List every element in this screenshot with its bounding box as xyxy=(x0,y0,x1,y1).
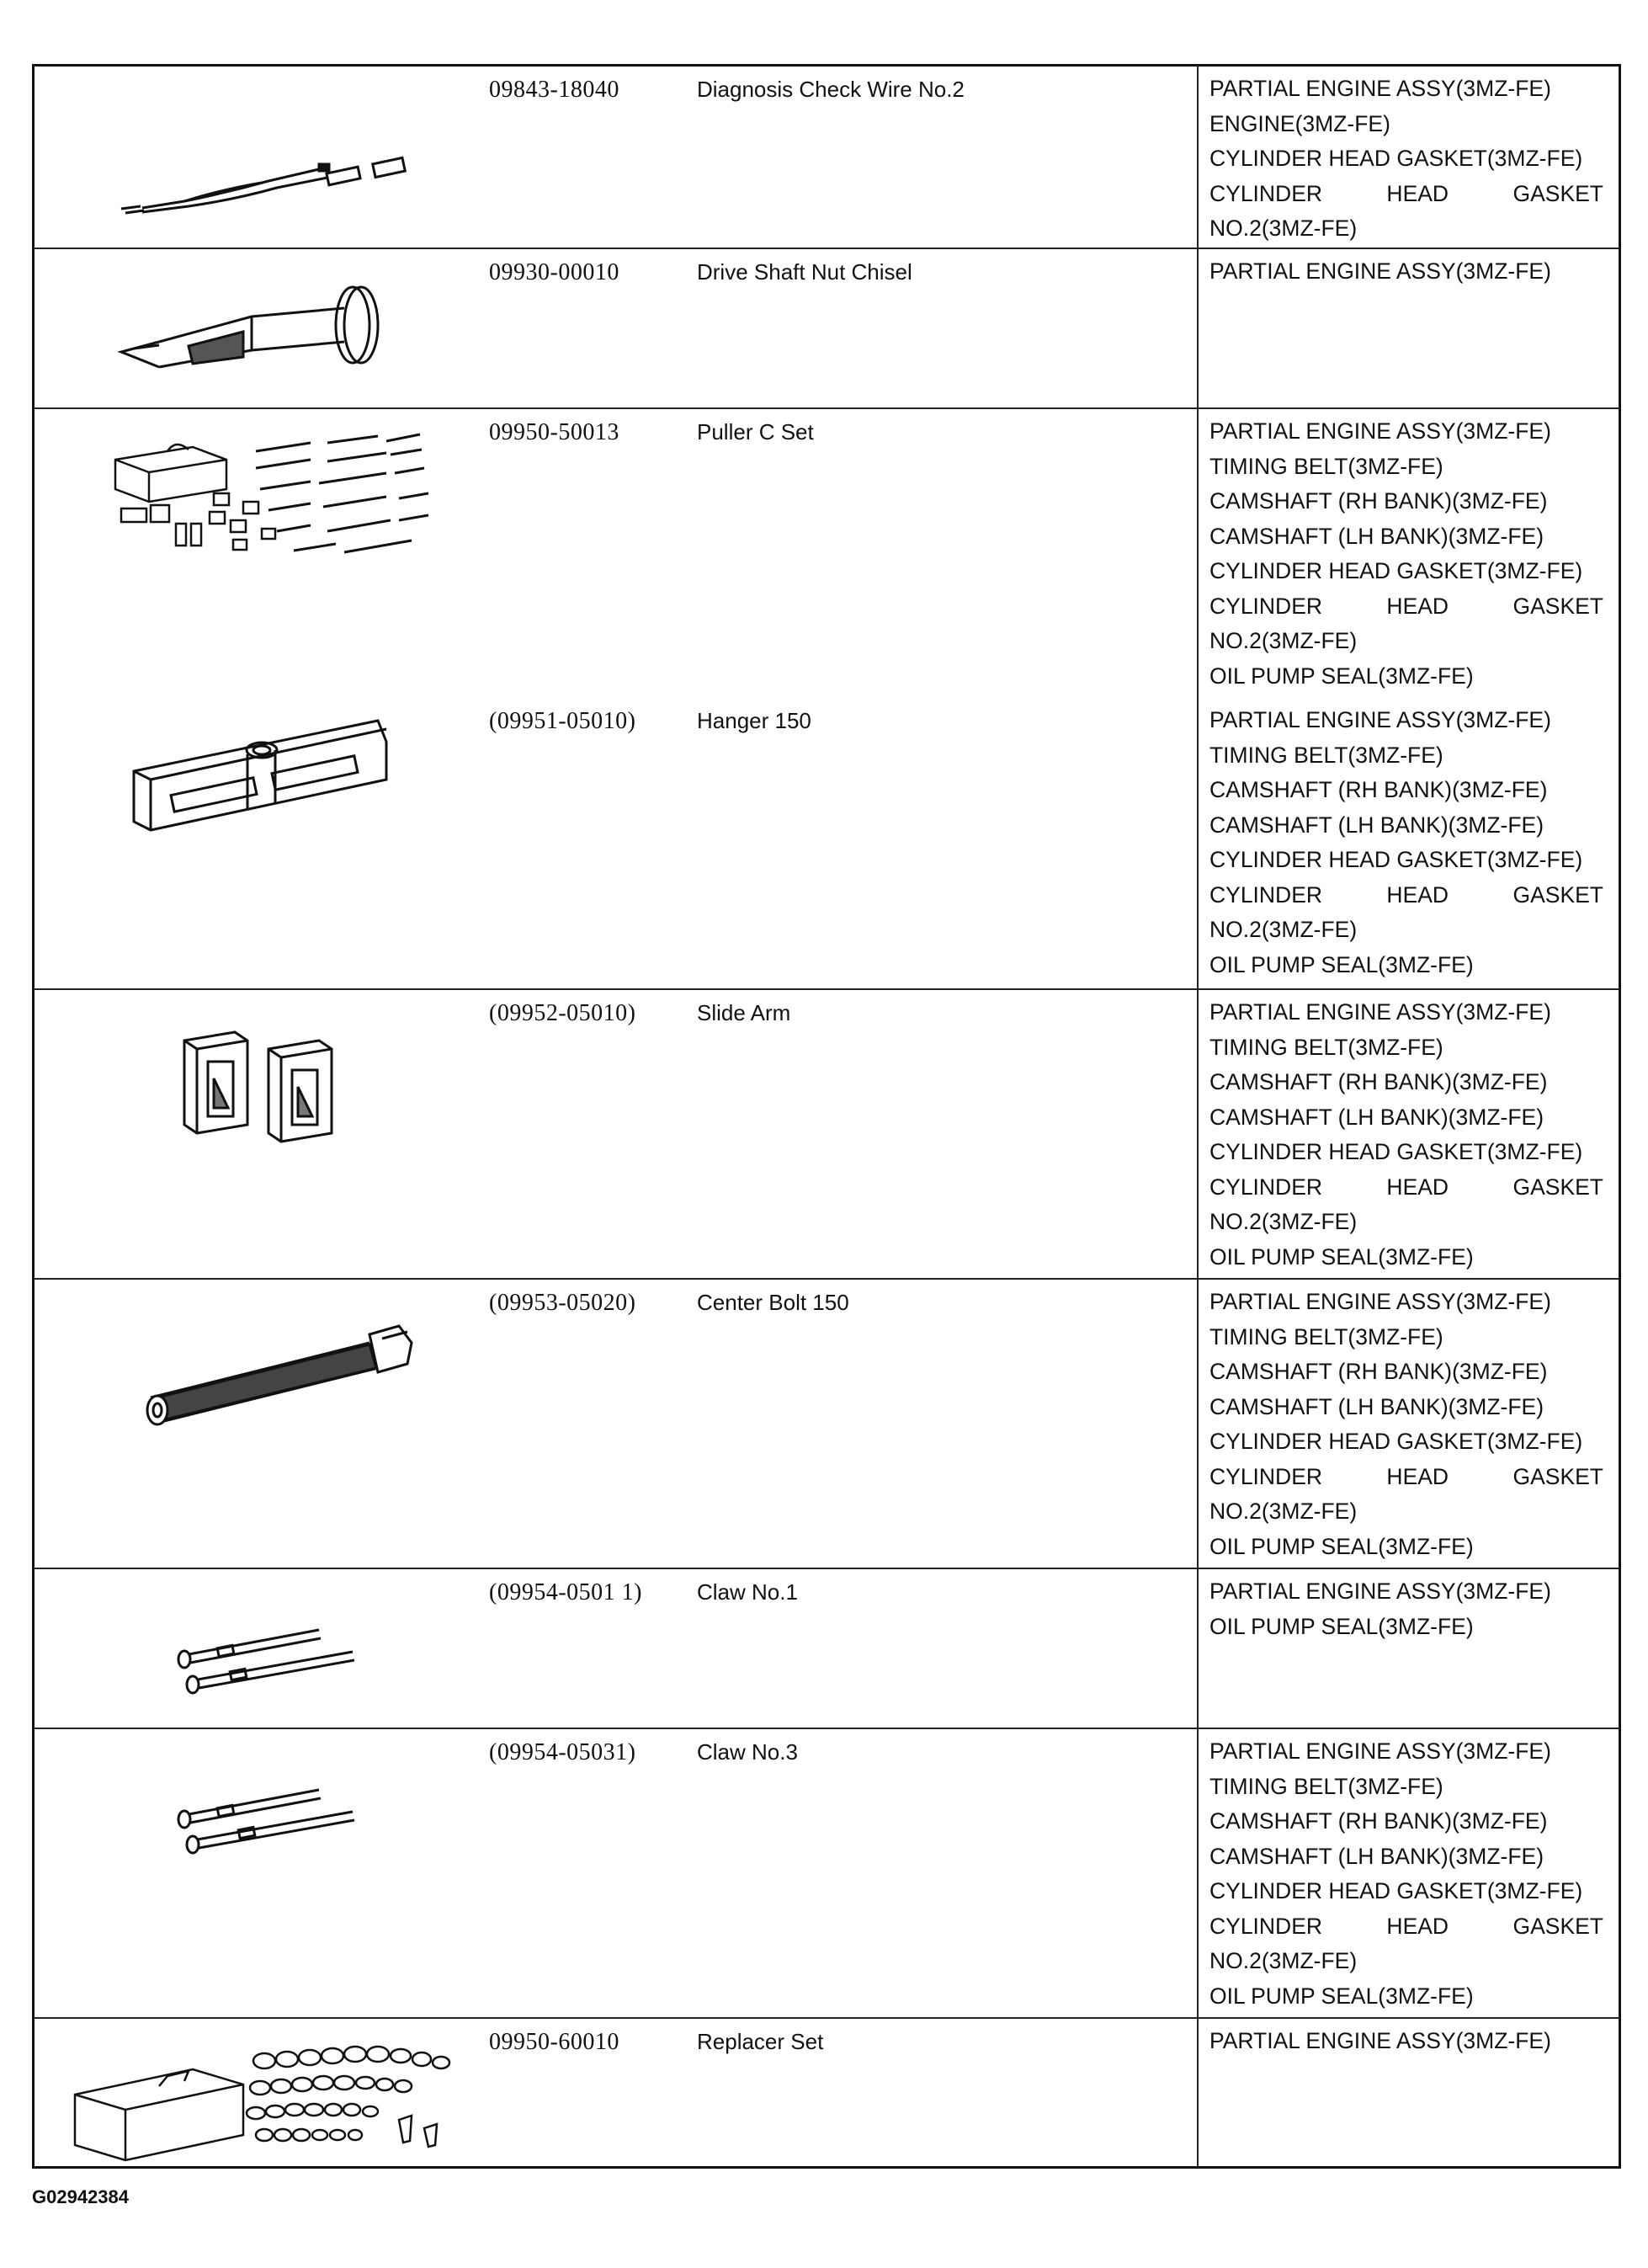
usage-item: CYLINDER HEAD GASKET(3MZ-FE) xyxy=(1209,1878,1583,1903)
usage-item: PARTIAL ENGINE ASSY(3MZ-FE) xyxy=(1209,999,1551,1025)
usage-item: CAMSHAFT (RH BANK)(3MZ-FE) xyxy=(1209,1808,1548,1834)
part-number: (09954-05031) xyxy=(489,1739,636,1765)
usage-item: CAMSHAFT (LH BANK)(3MZ-FE) xyxy=(1209,1104,1544,1130)
usage-list xyxy=(1209,995,1603,1275)
check-wire-icon xyxy=(41,90,487,233)
usage-item: TIMING BELT(3MZ-FE) xyxy=(1209,742,1443,768)
part-number: (09954-0501 1) xyxy=(489,1579,642,1605)
tool-name: Center Bolt 150 xyxy=(697,1290,849,1315)
usage-item: CYLINDER HEAD GASKET xyxy=(1209,881,1603,908)
usage-item: PARTIAL ENGINE ASSY(3MZ-FE) xyxy=(1209,1579,1551,1604)
table-row xyxy=(35,1729,1619,2019)
usage-item: PARTIAL ENGINE ASSY(3MZ-FE) xyxy=(1209,1738,1551,1764)
usage-item: NO.2(3MZ-FE) xyxy=(1209,917,1358,942)
tool-name: Slide Arm xyxy=(697,1000,791,1025)
usage-list xyxy=(1209,414,1603,694)
usage-item: PARTIAL ENGINE ASSY(3MZ-FE) xyxy=(1209,707,1551,732)
tool-name: Drive Shaft Nut Chisel xyxy=(697,259,912,285)
tool-name: Claw No.3 xyxy=(697,1739,798,1765)
table-row xyxy=(35,1280,1619,1569)
usage-item: NO.2(3MZ-FE) xyxy=(1209,1499,1358,1524)
part-number: (09952-05010) xyxy=(489,1000,636,1026)
part-number: (09953-05020) xyxy=(489,1290,636,1316)
hanger-icon xyxy=(41,704,487,872)
tool-name: Hanger 150 xyxy=(697,708,811,733)
usage-item: OIL PUMP SEAL(3MZ-FE) xyxy=(1209,1613,1474,1639)
table-row xyxy=(35,2019,1619,2166)
usage-item: CYLINDER HEAD GASKET(3MZ-FE) xyxy=(1209,146,1583,171)
table-row xyxy=(35,1569,1619,1729)
usage-list xyxy=(1209,1285,1603,1564)
usage-item: CAMSHAFT (RH BANK)(3MZ-FE) xyxy=(1209,1069,1548,1094)
tool-name: Diagnosis Check Wire No.2 xyxy=(697,77,965,102)
usage-item: CAMSHAFT (LH BANK)(3MZ-FE) xyxy=(1209,812,1544,838)
usage-item: TIMING BELT(3MZ-FE) xyxy=(1209,1034,1443,1060)
claw-icon xyxy=(41,1746,487,1881)
usage-list xyxy=(1209,1574,1603,1644)
puller-set-icon xyxy=(41,418,487,611)
part-number: 09843-18040 xyxy=(489,77,619,103)
table-row xyxy=(35,990,1619,1280)
tool-name: Replacer Set xyxy=(697,2029,824,2054)
usage-item: OIL PUMP SEAL(3MZ-FE) xyxy=(1209,663,1474,689)
usage-item: PARTIAL ENGINE ASSY(3MZ-FE) xyxy=(1209,76,1551,101)
usage-item: OIL PUMP SEAL(3MZ-FE) xyxy=(1209,951,1474,977)
usage-list xyxy=(1209,1734,1603,2014)
part-number: (09951-05010) xyxy=(489,708,636,734)
usage-item: NO.2(3MZ-FE) xyxy=(1209,1948,1358,1973)
usage-item: CAMSHAFT (RH BANK)(3MZ-FE) xyxy=(1209,777,1548,802)
sst-table xyxy=(32,64,1621,2169)
chisel-icon xyxy=(41,258,487,401)
usage-list xyxy=(1209,703,1603,982)
usage-item: PARTIAL ENGINE ASSY(3MZ-FE) xyxy=(1209,1289,1551,1314)
usage-item: PARTIAL ENGINE ASSY(3MZ-FE) xyxy=(1209,258,1551,284)
center-bolt-icon xyxy=(41,1296,487,1465)
part-number: 09930-00010 xyxy=(489,259,619,285)
usage-item: CYLINDER HEAD GASKET(3MZ-FE) xyxy=(1209,847,1583,872)
usage-item: NO.2(3MZ-FE) xyxy=(1209,1209,1358,1234)
part-number: 09950-60010 xyxy=(489,2029,619,2055)
usage-list xyxy=(1209,72,1603,247)
usage-item: OIL PUMP SEAL(3MZ-FE) xyxy=(1209,1243,1474,1270)
usage-item: CAMSHAFT (RH BANK)(3MZ-FE) xyxy=(1209,488,1548,514)
usage-item: CYLINDER HEAD GASKET xyxy=(1209,593,1603,619)
usage-item: CAMSHAFT (LH BANK)(3MZ-FE) xyxy=(1209,1843,1544,1869)
tool-name: Puller C Set xyxy=(697,419,814,445)
usage-list xyxy=(1209,2024,1603,2059)
usage-item: PARTIAL ENGINE ASSY(3MZ-FE) xyxy=(1209,418,1551,444)
usage-item: CYLINDER HEAD GASKET(3MZ-FE) xyxy=(1209,558,1583,583)
usage-item: CAMSHAFT (LH BANK)(3MZ-FE) xyxy=(1209,1393,1544,1419)
table-row xyxy=(35,67,1619,249)
usage-item: CYLINDER HEAD GASKET xyxy=(1209,180,1603,206)
table-row xyxy=(35,249,1619,409)
usage-item: PARTIAL ENGINE ASSY(3MZ-FE) xyxy=(1209,2028,1551,2053)
usage-item: OIL PUMP SEAL(3MZ-FE) xyxy=(1209,1983,1474,2009)
usage-item: ENGINE(3MZ-FE) xyxy=(1209,110,1390,136)
part-number: 09950-50013 xyxy=(489,419,619,445)
usage-item: OIL PUMP SEAL(3MZ-FE) xyxy=(1209,1533,1474,1559)
usage-item: CYLINDER HEAD GASKET(3MZ-FE) xyxy=(1209,1139,1583,1164)
claw-icon xyxy=(41,1586,487,1721)
usage-item: TIMING BELT(3MZ-FE) xyxy=(1209,1773,1443,1799)
usage-item: CYLINDER HEAD GASKET xyxy=(1209,1174,1603,1200)
usage-item: CAMSHAFT (RH BANK)(3MZ-FE) xyxy=(1209,1359,1548,1384)
figure-code: G02942384 xyxy=(32,2186,129,2207)
usage-list xyxy=(1209,254,1603,290)
usage-item: CAMSHAFT (LH BANK)(3MZ-FE) xyxy=(1209,523,1544,549)
table-row xyxy=(35,409,1619,990)
usage-item: CYLINDER HEAD GASKET xyxy=(1209,1463,1603,1489)
usage-item: TIMING BELT(3MZ-FE) xyxy=(1209,1323,1443,1350)
usage-item: CYLINDER HEAD GASKET(3MZ-FE) xyxy=(1209,1429,1583,1454)
slide-arm-icon xyxy=(41,1007,487,1175)
usage-item: CYLINDER HEAD GASKET xyxy=(1209,1913,1603,1939)
usage-item: NO.2(3MZ-FE) xyxy=(1209,216,1358,241)
replacer-set-icon xyxy=(41,2027,487,2162)
usage-item: TIMING BELT(3MZ-FE) xyxy=(1209,453,1443,479)
usage-item: NO.2(3MZ-FE) xyxy=(1209,628,1358,653)
tool-name: Claw No.1 xyxy=(697,1579,798,1605)
